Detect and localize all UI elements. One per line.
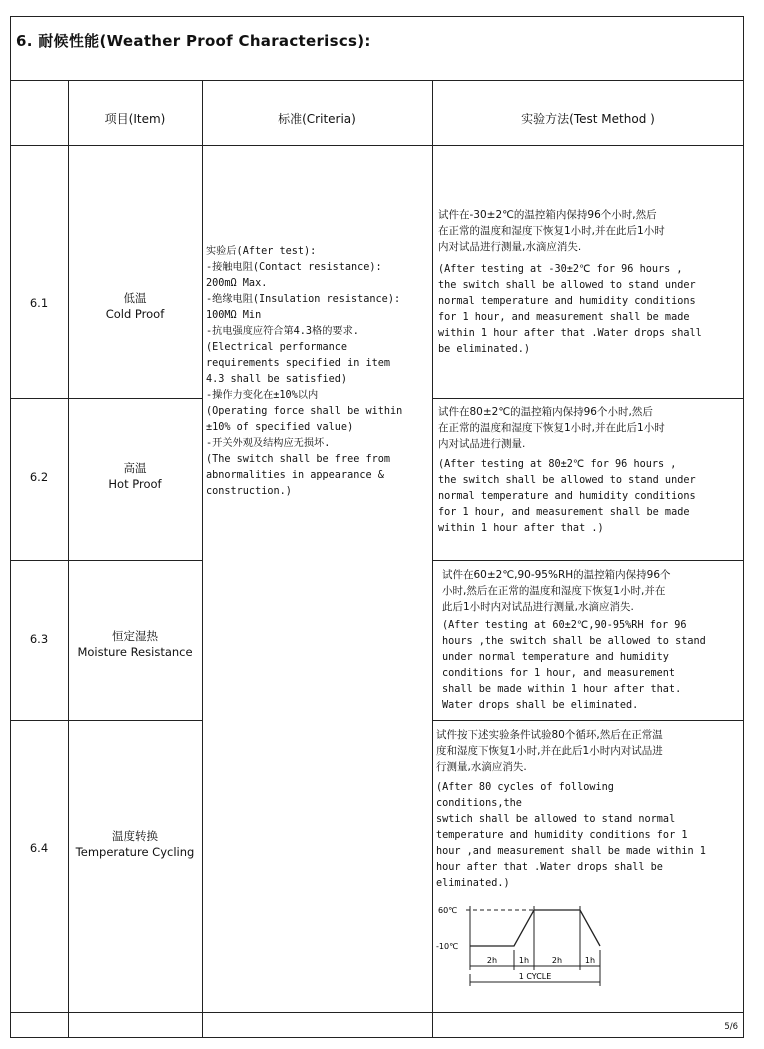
header-criteria: 标准(Criteria) xyxy=(278,112,356,126)
header-item: 项目(Item) xyxy=(104,112,166,126)
row-number: 6.3 xyxy=(29,632,49,646)
method-text-cn: 试件按下述实验条件试验80个循环,然后在正常温 度和湿度下恢复1小时,并在此后1小时内对试品进 行测量,水滴应消失. xyxy=(436,729,663,773)
item-name-en: Hot Proof xyxy=(108,477,162,491)
rule-row3-right xyxy=(432,720,744,721)
rule-footer xyxy=(10,1012,744,1013)
row-number: 6.4 xyxy=(29,841,49,855)
row-number: 6.1 xyxy=(29,296,49,310)
rule-row3-left xyxy=(10,720,202,721)
item-cell xyxy=(68,826,202,862)
item-name-cn: 恒定湿热 xyxy=(112,629,158,643)
page-number: 5/6 xyxy=(724,1022,738,1032)
method-text-cn: 试件在-30±2℃的温控箱内保持96个小时,然后 在正常的温度和湿度下恢复1小时,并在此后1小时 内对试品进行测量,水滴应消失. xyxy=(438,209,665,253)
rule-under-header xyxy=(10,145,744,146)
item-name-en: Moisture Resistance xyxy=(77,645,193,659)
col-divider-3 xyxy=(432,80,433,1038)
rule-row2-right xyxy=(432,560,744,561)
method-text-cn: 试件在60±2℃,90-95%RH的温控箱内保持96个 小时,然后在正常的温度和湿度下恢复1小时,并在 此后1小时内对试品进行测量,水滴应消失. xyxy=(442,569,671,613)
segment-label: 1h xyxy=(584,956,596,965)
item-name-en: Temperature Cycling xyxy=(75,845,195,859)
section-title: 6. 耐候性能(Weather Proof Characteriscs): xyxy=(16,32,371,50)
method-text-en: (After 80 cycles of following conditions,the swtich shall be allowed to stand normal temperature and humidity conditions for 1 hour ,and measurement shall be made within 1 hour after that .Water drops shall be eliminated.) xyxy=(436,782,706,889)
method-text-en: (After testing at 60±2℃,90-95%RH for 96 hours ,the switch shall be allowed to stand under normal temperature and humidity conditions for 1 hour, and measurement shall be made within 1 hour after that. Water drops shall be eliminated. xyxy=(442,620,706,711)
method-text-cn: 试件在80±2℃的温控箱内保持96个小时,然后 在正常的温度和湿度下恢复1小时,并在此后1小时 内对试品进行测量. xyxy=(438,406,665,450)
diagram-low-label: -10℃ xyxy=(436,942,459,951)
item-cell xyxy=(68,626,202,662)
item-name-cn: 高温 xyxy=(123,461,147,475)
segment-label: 2h xyxy=(551,956,563,965)
item-cell xyxy=(68,288,202,324)
rule-row1-left xyxy=(10,398,202,399)
rule-under-title xyxy=(10,80,744,81)
item-name-en: Cold Proof xyxy=(105,307,165,321)
segment-label: 2h xyxy=(486,956,498,965)
criteria-text: 实验后(After test): -接触电阻(Contact resistance): 200mΩ Max. -绝缘电阻(Insulation resistance): 100MΩ Min -抗电强度应符合第4.3格的要求. (Electrical performance requirements specified in item 4.3 shall be satisfied) -操作力变化在±10%以内 (Operating force shall be within ±10% of specified value) -开关外观及结构应无损坏. (The switch shall be free from abnormalities in appearance & construction.) xyxy=(206,246,403,497)
temperature-cycle-diagram xyxy=(436,898,612,990)
segment-label: 1h xyxy=(518,956,530,965)
method-text-en: (After testing at -30±2℃ for 96 hours , the switch shall be allowed to stand under normal temperature and humidity conditions for 1 hour, and measurement shall be made within 1 hour after that .Water drops shall be eliminated.) xyxy=(438,264,702,355)
item-name-cn: 温度转换 xyxy=(112,829,158,843)
rule-row1-right xyxy=(432,398,744,399)
row-number: 6.2 xyxy=(29,470,49,484)
item-name-cn: 低温 xyxy=(123,291,147,305)
diagram-high-label: 60℃ xyxy=(438,906,458,915)
rule-row2-left xyxy=(10,560,202,561)
header-method: 实验方法(Test Method ) xyxy=(521,112,655,126)
col-divider-2 xyxy=(202,80,203,1038)
cycle-label: 1 CYCLE xyxy=(518,972,552,981)
item-cell xyxy=(68,458,202,494)
col-divider-1 xyxy=(68,80,69,1038)
method-text-en: (After testing at 80±2℃ for 96 hours , the switch shall be allowed to stand under normal temperature and humidity conditions for 1 hour, and measurement shall be made within 1 hour after that .) xyxy=(438,459,696,534)
